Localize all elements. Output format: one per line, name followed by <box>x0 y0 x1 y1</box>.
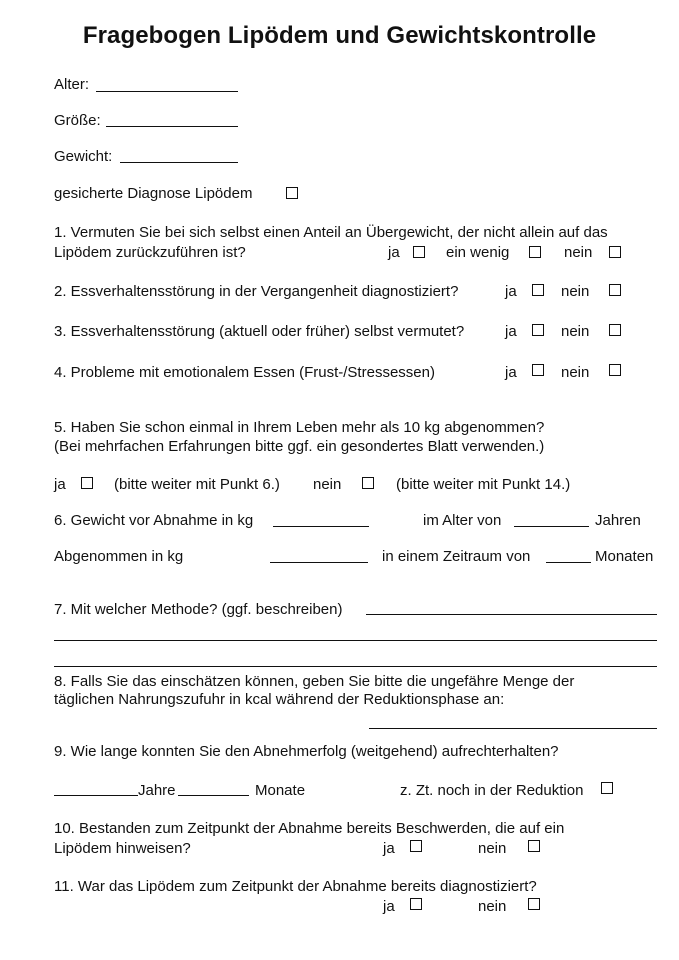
q1-nein-label: nein <box>564 244 593 261</box>
q2-text: 2. Essverhaltensstörung in der Vergangenheit diagnostiziert? <box>54 283 459 300</box>
methode-field-line3[interactable] <box>54 666 657 667</box>
q6-jahren-label: Jahren <box>595 512 641 529</box>
q11-ja-label: ja <box>383 898 395 915</box>
alter-field[interactable] <box>96 91 238 92</box>
erfolg-monate-field[interactable] <box>178 795 249 796</box>
q1-text-line1: 1. Vermuten Sie bei sich selbst einen Anteil an Übergewicht, der nicht allein auf das <box>54 224 608 241</box>
q2-ja-label: ja <box>505 283 517 300</box>
q1-ja-checkbox[interactable] <box>413 246 425 258</box>
q10-text-line2: Lipödem hinweisen? <box>54 840 191 857</box>
q9-jahre-label: Jahre <box>138 782 176 799</box>
q2-nein-checkbox[interactable] <box>609 284 621 296</box>
q11-nein-label: nein <box>478 898 507 915</box>
q6-label: 6. Gewicht vor Abnahme in kg <box>54 512 254 529</box>
gewicht-vor-abnahme-field[interactable] <box>273 526 369 527</box>
erfolg-jahre-field[interactable] <box>54 795 138 796</box>
q3-text: 3. Essverhaltensstörung (aktuell oder früher) selbst vermutet? <box>54 323 465 340</box>
q5-nein-checkbox[interactable] <box>362 477 374 489</box>
q11-text: 11. War das Lipödem zum Zeitpunkt der Abnahme bereits diagnostiziert? <box>54 878 537 895</box>
q10-nein-label: nein <box>478 840 507 857</box>
q9-reduktion-checkbox[interactable] <box>601 782 613 794</box>
q8-text-line2: täglichen Nahrungszufuhr in kcal während der Reduktionsphase an: <box>54 691 505 708</box>
q1-ein-wenig-label: ein wenig <box>446 244 510 261</box>
q4-text: 4. Probleme mit emotionalem Essen (Frust-/Stressessen) <box>54 364 435 381</box>
methode-field-line2[interactable] <box>54 640 657 641</box>
q4-ja-checkbox[interactable] <box>532 364 544 376</box>
monaten-label: Monaten <box>595 548 654 565</box>
groesse-label: Größe: <box>54 112 101 129</box>
q1-ja-label: ja <box>388 244 400 261</box>
q4-nein-checkbox[interactable] <box>609 364 621 376</box>
form-title: Fragebogen Lipödem und Gewichtskontrolle <box>82 22 597 49</box>
groesse-field[interactable] <box>106 126 238 127</box>
q2-ja-checkbox[interactable] <box>532 284 544 296</box>
q5-nein-label: nein <box>313 476 342 493</box>
q1-ein-wenig-checkbox[interactable] <box>529 246 541 258</box>
zeitraum-label: in einem Zeitraum von <box>382 548 531 565</box>
zeitraum-monate-field[interactable] <box>546 562 591 563</box>
q7-label: 7. Mit welcher Methode? (ggf. beschreiben) <box>54 601 343 618</box>
alter-von-field[interactable] <box>514 526 589 527</box>
abgenommen-kg-field[interactable] <box>270 562 368 563</box>
q11-ja-checkbox[interactable] <box>410 898 422 910</box>
gewicht-label: Gewicht: <box>54 148 113 165</box>
q5-ja-hint: (bitte weiter mit Punkt 6.) <box>114 476 280 493</box>
kcal-field[interactable] <box>369 728 657 729</box>
q10-text-line1: 10. Bestanden zum Zeitpunkt der Abnahme bereits Beschwerden, die auf ein <box>54 820 565 837</box>
abgenommen-label: Abgenommen in kg <box>54 548 184 565</box>
q11-nein-checkbox[interactable] <box>528 898 540 910</box>
q10-ja-checkbox[interactable] <box>410 840 422 852</box>
gewicht-field[interactable] <box>120 162 238 163</box>
q3-nein-checkbox[interactable] <box>609 324 621 336</box>
q8-text-line1: 8. Falls Sie das einschätzen können, geben Sie bitte die ungefähre Menge der <box>54 673 575 690</box>
q3-ja-checkbox[interactable] <box>532 324 544 336</box>
q5-ja-checkbox[interactable] <box>81 477 93 489</box>
q5-text-line2: (Bei mehrfachen Erfahrungen bitte ggf. ein gesondertes Blatt verwenden.) <box>54 438 545 455</box>
q5-text-line1: 5. Haben Sie schon einmal in Ihrem Leben mehr als 10 kg abgenommen? <box>54 419 545 436</box>
q5-ja-label: ja <box>54 476 66 493</box>
q6-alter-von-label: im Alter von <box>423 512 502 529</box>
q5-nein-hint: (bitte weiter mit Punkt 14.) <box>396 476 571 493</box>
q9-text: 9. Wie lange konnten Sie den Abnehmerfolg (weitgehend) aufrechterhalten? <box>54 743 559 760</box>
q3-nein-label: nein <box>561 323 590 340</box>
q4-ja-label: ja <box>505 364 517 381</box>
q3-ja-label: ja <box>505 323 517 340</box>
q9-reduktion-label: z. Zt. noch in der Reduktion <box>400 782 584 799</box>
alter-label: Alter: <box>54 76 90 93</box>
q9-monate-label: Monate <box>255 782 306 799</box>
methode-field-line1[interactable] <box>366 614 657 615</box>
diagnose-checkbox[interactable] <box>286 187 298 199</box>
diagnose-label: gesicherte Diagnose Lipödem <box>54 185 253 202</box>
q10-ja-label: ja <box>383 840 395 857</box>
q2-nein-label: nein <box>561 283 590 300</box>
q4-nein-label: nein <box>561 364 590 381</box>
q1-text-line2: Lipödem zurückzuführen ist? <box>54 244 246 261</box>
q1-nein-checkbox[interactable] <box>609 246 621 258</box>
q10-nein-checkbox[interactable] <box>528 840 540 852</box>
